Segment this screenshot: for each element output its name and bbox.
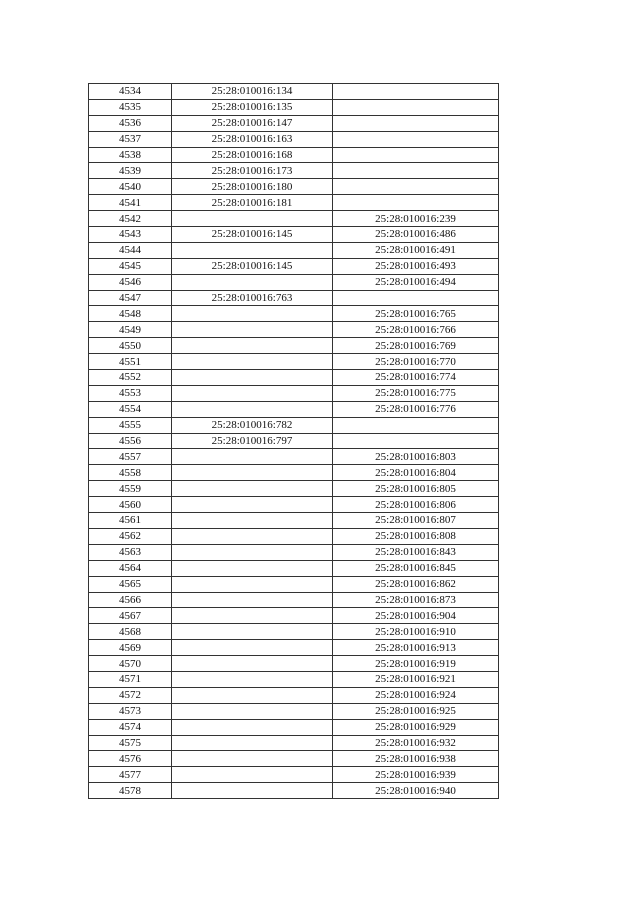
- related-cadastral-number-cell: 25:28:010016:486: [333, 227, 499, 243]
- cadastral-number-cell: 25:28:010016:168: [172, 147, 333, 163]
- row-number-cell: 4548: [89, 306, 172, 322]
- cadastral-number-cell: [172, 783, 333, 799]
- row-number-cell: 4550: [89, 338, 172, 354]
- cadastral-number-cell: [172, 592, 333, 608]
- row-number-cell: 4570: [89, 656, 172, 672]
- cadastral-number-cell: [172, 656, 333, 672]
- row-number-cell: 4542: [89, 211, 172, 227]
- table-row: [89, 131, 499, 147]
- row-number-cell: 4543: [89, 227, 172, 243]
- row-number-cell: 4576: [89, 751, 172, 767]
- related-cadastral-number-cell: [333, 417, 499, 433]
- cadastral-number-cell: [172, 671, 333, 687]
- table-row: [89, 84, 499, 100]
- cadastral-number-cell: 25:28:010016:145: [172, 258, 333, 274]
- related-cadastral-number-cell: 25:28:010016:932: [333, 735, 499, 751]
- table-row: [89, 513, 499, 529]
- row-number-cell: 4541: [89, 195, 172, 211]
- row-number-cell: 4549: [89, 322, 172, 338]
- table-row: [89, 624, 499, 640]
- table-row: [89, 290, 499, 306]
- cadastral-number-cell: [172, 497, 333, 513]
- cadastral-number-cell: [172, 306, 333, 322]
- cadastral-number-cell: 25:28:010016:134: [172, 84, 333, 100]
- related-cadastral-number-cell: [333, 163, 499, 179]
- cadastral-number-cell: 25:28:010016:147: [172, 115, 333, 131]
- row-number-cell: 4562: [89, 528, 172, 544]
- related-cadastral-number-cell: [333, 84, 499, 100]
- table-row: [89, 481, 499, 497]
- cadastral-number-cell: [172, 735, 333, 751]
- related-cadastral-number-cell: 25:28:010016:940: [333, 783, 499, 799]
- row-number-cell: 4573: [89, 703, 172, 719]
- table-row: [89, 306, 499, 322]
- row-number-cell: 4577: [89, 767, 172, 783]
- related-cadastral-number-cell: [333, 195, 499, 211]
- row-number-cell: 4572: [89, 687, 172, 703]
- table-row: [89, 227, 499, 243]
- cadastral-number-cell: 25:28:010016:163: [172, 131, 333, 147]
- row-number-cell: 4539: [89, 163, 172, 179]
- cadastral-number-cell: 25:28:010016:763: [172, 290, 333, 306]
- related-cadastral-number-cell: 25:28:010016:803: [333, 449, 499, 465]
- cadastral-number-cell: [172, 385, 333, 401]
- cadastral-number-cell: [172, 751, 333, 767]
- cadastral-number-cell: [172, 703, 333, 719]
- row-number-cell: 4552: [89, 370, 172, 386]
- row-number-cell: 4554: [89, 401, 172, 417]
- related-cadastral-number-cell: 25:28:010016:491: [333, 242, 499, 258]
- related-cadastral-number-cell: 25:28:010016:921: [333, 671, 499, 687]
- table-row: [89, 560, 499, 576]
- row-number-cell: 4568: [89, 624, 172, 640]
- row-number-cell: 4564: [89, 560, 172, 576]
- row-number-cell: 4557: [89, 449, 172, 465]
- related-cadastral-number-cell: 25:28:010016:808: [333, 528, 499, 544]
- related-cadastral-number-cell: 25:28:010016:924: [333, 687, 499, 703]
- cadastral-number-cell: [172, 449, 333, 465]
- cadastral-number-cell: [172, 370, 333, 386]
- cadastral-number-cell: [172, 576, 333, 592]
- cadastral-number-cell: [172, 401, 333, 417]
- cadastral-number-cell: [172, 465, 333, 481]
- row-number-cell: 4563: [89, 544, 172, 560]
- row-number-cell: 4538: [89, 147, 172, 163]
- cadastral-number-cell: [172, 560, 333, 576]
- table-row: [89, 735, 499, 751]
- related-cadastral-number-cell: 25:28:010016:769: [333, 338, 499, 354]
- related-cadastral-number-cell: 25:28:010016:913: [333, 640, 499, 656]
- table-row: [89, 640, 499, 656]
- cadastral-number-cell: [172, 687, 333, 703]
- related-cadastral-number-cell: 25:28:010016:929: [333, 719, 499, 735]
- table-row: [89, 497, 499, 513]
- related-cadastral-number-cell: 25:28:010016:770: [333, 354, 499, 370]
- table-row: [89, 608, 499, 624]
- table-row: [89, 449, 499, 465]
- row-number-cell: 4540: [89, 179, 172, 195]
- table-body: [89, 84, 499, 799]
- row-number-cell: 4535: [89, 99, 172, 115]
- cadastral-number-cell: [172, 338, 333, 354]
- table-row: [89, 354, 499, 370]
- table-row: [89, 719, 499, 735]
- row-number-cell: 4545: [89, 258, 172, 274]
- table-row: [89, 433, 499, 449]
- related-cadastral-number-cell: 25:28:010016:806: [333, 497, 499, 513]
- related-cadastral-number-cell: 25:28:010016:774: [333, 370, 499, 386]
- table-row: [89, 338, 499, 354]
- related-cadastral-number-cell: 25:28:010016:910: [333, 624, 499, 640]
- related-cadastral-number-cell: 25:28:010016:493: [333, 258, 499, 274]
- related-cadastral-number-cell: [333, 147, 499, 163]
- table-row: [89, 465, 499, 481]
- related-cadastral-number-cell: [333, 131, 499, 147]
- cadastral-number-cell: [172, 274, 333, 290]
- table-row: [89, 258, 499, 274]
- table-row: [89, 195, 499, 211]
- row-number-cell: 4560: [89, 497, 172, 513]
- cadastral-number-cell: 25:28:010016:145: [172, 227, 333, 243]
- row-number-cell: 4561: [89, 513, 172, 529]
- row-number-cell: 4547: [89, 290, 172, 306]
- table-row: [89, 687, 499, 703]
- related-cadastral-number-cell: 25:28:010016:938: [333, 751, 499, 767]
- cadastral-number-cell: [172, 608, 333, 624]
- related-cadastral-number-cell: 25:28:010016:939: [333, 767, 499, 783]
- cadastral-number-cell: 25:28:010016:180: [172, 179, 333, 195]
- cadastral-number-cell: [172, 544, 333, 560]
- table-row: [89, 370, 499, 386]
- table-row: [89, 274, 499, 290]
- cadastral-number-cell: [172, 322, 333, 338]
- cadastral-number-cell: 25:28:010016:135: [172, 99, 333, 115]
- table-row: [89, 179, 499, 195]
- cadastral-number-cell: 25:28:010016:782: [172, 417, 333, 433]
- cadastral-number-cell: [172, 354, 333, 370]
- related-cadastral-number-cell: 25:28:010016:807: [333, 513, 499, 529]
- row-number-cell: 4534: [89, 84, 172, 100]
- table-row: [89, 417, 499, 433]
- row-number-cell: 4544: [89, 242, 172, 258]
- table-row: [89, 751, 499, 767]
- related-cadastral-number-cell: 25:28:010016:239: [333, 211, 499, 227]
- row-number-cell: 4569: [89, 640, 172, 656]
- table-row: [89, 656, 499, 672]
- table-row: [89, 703, 499, 719]
- cadastral-number-cell: [172, 242, 333, 258]
- table-row: [89, 401, 499, 417]
- row-number-cell: 4559: [89, 481, 172, 497]
- table-row: [89, 528, 499, 544]
- related-cadastral-number-cell: [333, 290, 499, 306]
- row-number-cell: 4574: [89, 719, 172, 735]
- cadastral-number-cell: [172, 211, 333, 227]
- cadastral-number-cell: [172, 767, 333, 783]
- related-cadastral-number-cell: 25:28:010016:775: [333, 385, 499, 401]
- related-cadastral-number-cell: [333, 115, 499, 131]
- row-number-cell: 4551: [89, 354, 172, 370]
- cadastral-number-cell: 25:28:010016:797: [172, 433, 333, 449]
- table-row: [89, 576, 499, 592]
- related-cadastral-number-cell: 25:28:010016:904: [333, 608, 499, 624]
- row-number-cell: 4536: [89, 115, 172, 131]
- cadastral-number-cell: [172, 481, 333, 497]
- row-number-cell: 4567: [89, 608, 172, 624]
- related-cadastral-number-cell: 25:28:010016:873: [333, 592, 499, 608]
- table-row: [89, 322, 499, 338]
- row-number-cell: 4558: [89, 465, 172, 481]
- cadastral-number-cell: [172, 640, 333, 656]
- row-number-cell: 4565: [89, 576, 172, 592]
- row-number-cell: 4566: [89, 592, 172, 608]
- row-number-cell: 4546: [89, 274, 172, 290]
- cadastral-number-cell: [172, 513, 333, 529]
- related-cadastral-number-cell: 25:28:010016:862: [333, 576, 499, 592]
- table-row: [89, 783, 499, 799]
- row-number-cell: 4553: [89, 385, 172, 401]
- related-cadastral-number-cell: 25:28:010016:804: [333, 465, 499, 481]
- related-cadastral-number-cell: 25:28:010016:776: [333, 401, 499, 417]
- table-row: [89, 385, 499, 401]
- cadastral-number-cell: 25:28:010016:181: [172, 195, 333, 211]
- row-number-cell: 4537: [89, 131, 172, 147]
- table-row: [89, 99, 499, 115]
- table-row: [89, 242, 499, 258]
- table-row: [89, 544, 499, 560]
- related-cadastral-number-cell: 25:28:010016:766: [333, 322, 499, 338]
- related-cadastral-number-cell: 25:28:010016:919: [333, 656, 499, 672]
- related-cadastral-number-cell: [333, 179, 499, 195]
- row-number-cell: 4555: [89, 417, 172, 433]
- row-number-cell: 4556: [89, 433, 172, 449]
- table-row: [89, 115, 499, 131]
- row-number-cell: 4575: [89, 735, 172, 751]
- related-cadastral-number-cell: 25:28:010016:494: [333, 274, 499, 290]
- related-cadastral-number-cell: 25:28:010016:845: [333, 560, 499, 576]
- row-number-cell: 4571: [89, 671, 172, 687]
- table-row: [89, 592, 499, 608]
- cadastral-number-table: [88, 83, 499, 799]
- related-cadastral-number-cell: 25:28:010016:765: [333, 306, 499, 322]
- table-row: [89, 767, 499, 783]
- cadastral-number-cell: [172, 624, 333, 640]
- related-cadastral-number-cell: 25:28:010016:925: [333, 703, 499, 719]
- table-row: [89, 211, 499, 227]
- related-cadastral-number-cell: [333, 433, 499, 449]
- related-cadastral-number-cell: 25:28:010016:843: [333, 544, 499, 560]
- cadastral-number-cell: 25:28:010016:173: [172, 163, 333, 179]
- related-cadastral-number-cell: 25:28:010016:805: [333, 481, 499, 497]
- cadastral-number-cell: [172, 719, 333, 735]
- table-row: [89, 147, 499, 163]
- row-number-cell: 4578: [89, 783, 172, 799]
- related-cadastral-number-cell: [333, 99, 499, 115]
- cadastral-number-cell: [172, 528, 333, 544]
- table-row: [89, 671, 499, 687]
- table-row: [89, 163, 499, 179]
